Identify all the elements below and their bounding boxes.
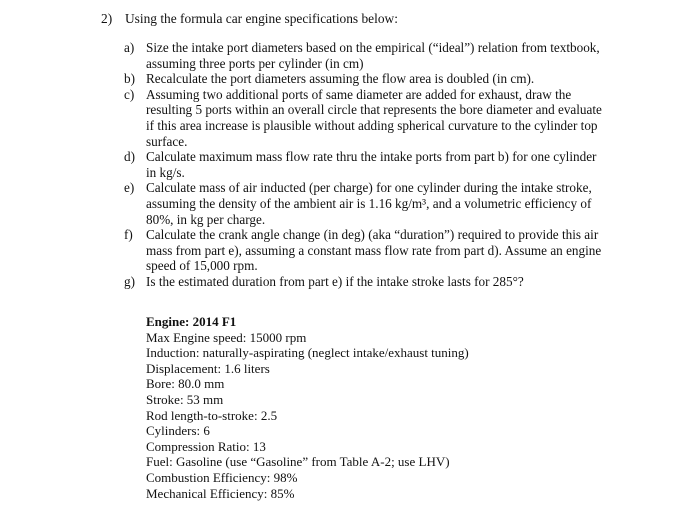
question-number: 2) — [101, 11, 113, 26]
part-text: Size the intake port diameters based on the empirical (“ideal”) relation from textbook, assuming three ports per cylinder (in cm) — [146, 40, 600, 71]
part-text: Calculate the crank angle change (in deg) (aka “duration”) required to provide this air mass from part e), assuming a constant mass flow rate from part d). Assume an engine speed of 15,000 rpm. — [146, 227, 602, 274]
engine-specs — [146, 314, 469, 501]
part-label: e) — [124, 180, 135, 196]
spec-max-engine-speed: Max Engine speed: 15000 rpm — [146, 329, 307, 345]
question-part-g — [124, 274, 604, 290]
spec-mechanical-efficiency: Mechanical Efficiency: 85% — [146, 485, 295, 501]
part-label: b) — [124, 71, 135, 87]
question-part-e — [124, 180, 604, 227]
part-label: a) — [124, 40, 135, 55]
question-part-a — [124, 40, 604, 71]
question-parts-list — [124, 40, 604, 290]
spec-bore: Bore: 80.0 mm — [146, 376, 225, 392]
spec-fuel: Fuel: Gasoline (use “Gasoline” from Table A-2; use LHV) — [146, 454, 450, 470]
question-header — [101, 10, 398, 28]
spec-compression-ratio: Compression Ratio: 13 — [146, 438, 266, 454]
question-part-b — [124, 71, 604, 87]
spec-rod-length-to-stroke: Rod length-to-stroke: 2.5 — [146, 407, 278, 423]
spec-induction: Induction: naturally-aspirating (neglect intake/exhaust tuning) — [146, 345, 469, 361]
spec-displacement: Displacement: 1.6 liters — [146, 360, 270, 376]
question-part-f — [124, 227, 604, 274]
question-part-d — [124, 149, 604, 180]
part-text: Is the estimated duration from part e) if the intake stroke lasts for 285°? — [146, 273, 524, 289]
engine-title: Engine: 2014 F1 — [146, 314, 237, 329]
part-label: g) — [124, 273, 135, 289]
part-text: Calculate maximum mass flow rate thru the intake ports from part b) for one cylinder in kg/s. — [146, 149, 597, 180]
spec-stroke: Stroke: 53 mm — [146, 391, 224, 407]
question-intro: Using the formula car engine specifications below: — [125, 11, 398, 26]
question-part-c — [124, 87, 604, 149]
part-label: d) — [124, 149, 135, 165]
part-text: Recalculate the port diameters assuming the flow area is doubled (in cm). — [146, 71, 535, 87]
spec-cylinders: Cylinders: 6 — [146, 423, 210, 439]
part-text: Calculate mass of air inducted (per charge) for one cylinder during the intake stroke, assuming the density of the ambient air is 1.16 kg/m³, and a volumetric efficiency of 80%, in kg per charge. — [146, 180, 592, 227]
part-label: f) — [124, 227, 133, 243]
part-text: Assuming two additional ports of same diameter are added for exhaust, draw the resulting 5 ports within an overall circle that represents the bore diameter and evaluate if this area increase is plausible without adding spherical curvature to the cylinder top surface. — [146, 86, 602, 149]
part-label: c) — [124, 86, 135, 102]
spec-combustion-efficiency: Combustion Efficiency: 98% — [146, 469, 298, 485]
